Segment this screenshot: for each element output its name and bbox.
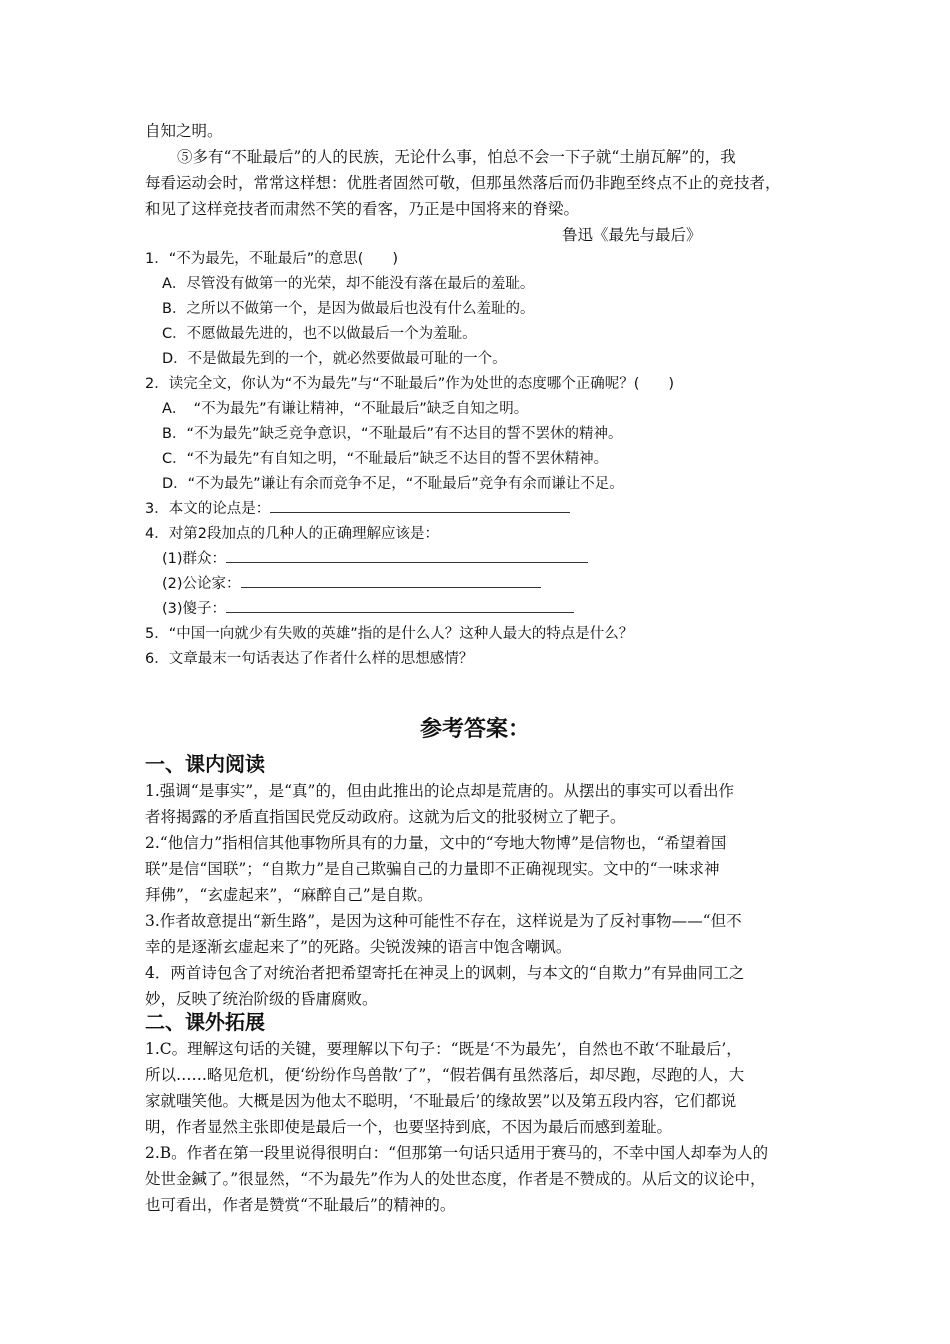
question-1-option-b: B．之所以不做第一个，是因为做最后也没有什么羞耻的。 bbox=[162, 301, 535, 317]
passage-source: 鲁迅《最先与最后》 bbox=[562, 226, 702, 244]
answer-line: 也可看出，作者是赞赏“不耻最后”的精神的。 bbox=[145, 1196, 456, 1214]
answer-line: 2.B。作者在第一段里说得很明白：“但那第一句话只适用于赛马的，不幸中国人却奉为人的 bbox=[145, 1144, 769, 1162]
answer-line: 1.C。理解这句话的关键，要理解以下句子：“既是‘不为最先’，自然也不敢‘不耻最后’， bbox=[145, 1040, 742, 1058]
answer-blank[interactable] bbox=[226, 598, 574, 613]
section-heading-1: 一、课内阅读 bbox=[145, 752, 265, 776]
answer-line: 处世金鍼了。”很显然，“不为最先”作为人的处世态度，作者是不赞成的。从后文的议论中， bbox=[145, 1170, 766, 1188]
question-4-sub-2 bbox=[162, 573, 541, 595]
sub-label: (1)群众： bbox=[162, 551, 227, 567]
question-4-sub-1 bbox=[162, 548, 588, 570]
question-6: 6．文章最末一句话表达了作者什么样的思想感情？ bbox=[145, 651, 474, 667]
answer-line: 4．两首诗包含了对统治者把希望寄托在神灵上的讽刺，与本文的“自欺力”有异曲同工之 bbox=[145, 964, 745, 982]
answer-line: 明，作者显然主张即使是最后一个，也要坚持到底，不因为最后而感到羞耻。 bbox=[145, 1118, 673, 1136]
answer-line: 拜佛”，“玄虚起来”，“麻醉自己”是自欺。 bbox=[145, 886, 433, 904]
answer-line: 所以……略见危机，便‘纷纷作鸟兽散’了”，“假若偶有虽然落后，却尽跑，尽跑的人，大 bbox=[145, 1066, 745, 1084]
question-1-option-c: C．不愿做最先进的，也不以做最后一个为羞耻。 bbox=[162, 326, 477, 342]
answer-blank[interactable] bbox=[241, 573, 541, 588]
question-5: 5．“中国一向就少有失败的英雄”指的是什么人？这种人最大的特点是什么？ bbox=[145, 626, 634, 642]
question-3 bbox=[145, 498, 570, 520]
passage-line: ⑤多有“不耻最后”的人的民族，无论什么事，怕总不会一下子就“土崩瓦解”的，我 bbox=[177, 148, 736, 166]
question-1-option-a: A．尽管没有做第一的光荣，却不能没有落在最后的羞耻。 bbox=[162, 276, 535, 292]
question-2-option-b: B．“不为最先”缺乏竞争意识，“不耻最后”有不达目的誓不罢休的精神。 bbox=[162, 426, 623, 442]
answer-blank[interactable] bbox=[226, 548, 588, 563]
answers-title: 参考答案： bbox=[419, 717, 530, 742]
answer-line: 者将揭露的矛盾直指国民党反动政府。这就为后文的批驳树立了靶子。 bbox=[145, 808, 626, 826]
question-1-stem: 1．“不为最先，不耻最后”的意思( ) bbox=[145, 251, 399, 267]
passage-line: 自知之明。 bbox=[145, 122, 223, 140]
question-2-option-c: C．“不为最先”有自知之明，“不耻最后”缺乏不达目的誓不罢休精神。 bbox=[162, 451, 609, 467]
answer-line: 妙，反映了统治阶级的昏庸腐败。 bbox=[145, 990, 378, 1008]
question-2-stem: 2．读完全文，你认为“不为最先”与“不耻最后”作为处世的态度哪个正确呢？( ) bbox=[145, 376, 675, 392]
question-4-stem: 4．对第2段加点的几种人的正确理解应该是： bbox=[145, 526, 439, 542]
question-2-option-a: A． “不为最先”有谦让精神，“不耻最后”缺乏自知之明。 bbox=[162, 401, 529, 417]
answer-line: 幸的是逐渐玄虚起来了”的死路。尖锐泼辣的语言中饱含嘲讽。 bbox=[145, 938, 572, 956]
answer-blank[interactable] bbox=[270, 498, 570, 513]
sub-label: (3)傻子： bbox=[162, 601, 227, 617]
question-3-label: 3．本文的论点是： bbox=[145, 501, 271, 517]
sub-label: (2)公论家： bbox=[162, 576, 241, 592]
answer-line: 3.作者故意提出“新生路”，是因为这种可能性不存在，这样说是为了反衬事物——“但不 bbox=[145, 912, 742, 930]
answer-line: 2.“他信力”指相信其他事物所具有的力量，文中的“夸地大物博”是信物也，“希望着国 bbox=[145, 834, 727, 852]
question-4-sub-3 bbox=[162, 598, 574, 620]
section-heading-2: 二、课外拓展 bbox=[145, 1010, 265, 1034]
passage-line: 和见了这样竞技者而肃然不笑的看客，乃正是中国将来的脊梁。 bbox=[145, 200, 580, 218]
question-2-option-d: D．“不为最先”谦让有余而竞争不足，“不耻最后”竞争有余而谦让不足。 bbox=[162, 476, 624, 492]
answer-line: 1.强调“是事实”，是“真”的，但由此推出的论点却是荒唐的。从摆出的事实可以看出作 bbox=[145, 782, 734, 800]
answer-line: 家就嗤笑他。大概是因为他太不聪明，‘不耻最后’的缘故罢”以及第五段内容，它们都说 bbox=[145, 1092, 737, 1110]
answer-line: 联”是信“国联”；“自欺力”是自己欺骗自己的力量即不正确视现实。文中的“一味求神 bbox=[145, 860, 720, 878]
passage-line: 每看运动会时，常常这样想：优胜者固然可敬，但那虽然落后而仍非跑至终点不止的竞技者， bbox=[145, 174, 781, 192]
question-1-option-d: D．不是做最先到的一个，就必然要做最可耻的一个。 bbox=[162, 351, 507, 367]
